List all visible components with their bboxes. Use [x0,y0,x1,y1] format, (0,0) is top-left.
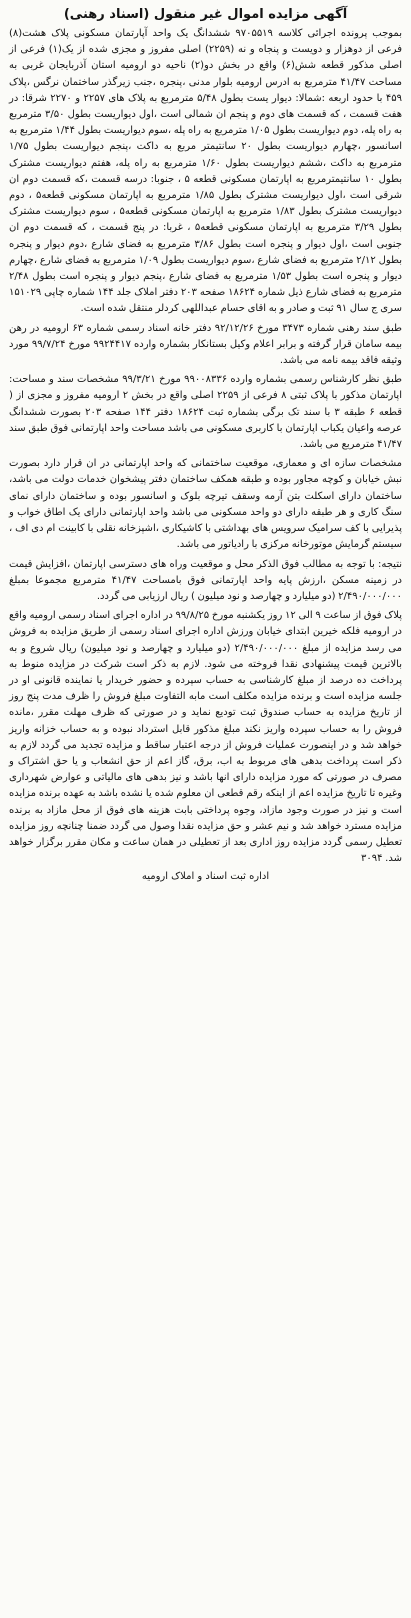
notice-paragraph-valuation: نتیجه: با توجه به مطالب فوق الذکر محل و موقعیت وراه های دسترسی اپارتمان ،افزایش قیمت در زمینه مسکن ،ارزش پایه واحد اپارتمانی فوق بامساحت ۴۱/۴۷ مترمربع مجموعا بمبلغ ۲/۴۹۰/۰۰۰/۰۰۰ (دو میلیارد و چهارصد و نود میلیون ) ریال ارزیابی می گردد. [9,558,402,602]
notice-footer-office: اداره ثبت اسناد و املاک ارومیه [141,871,270,883]
notice-paragraph-mortgage: طبق سند رهنی شماره ۳۴۷۳ مورخ ۹۲/۱۲/۲۶ دفتر خانه اسناد رسمی شماره ۶۳ ارومیه در رهن بیمه سامان قرار گرفته و برابر اعلام وکیل بستانکار بشماره وارده ۹۹۲۴۴۱۷ مورخ ۹۹/۷/۲۴ مورد وثیقه فاقد بیمه نامه می باشد. [9,322,402,367]
notice-paragraph-property: بموجب پرونده اجرائی کلاسه ۹۷۰۵۵۱۹ ششدانگ یک واحد آپارتمان مسکونی پلاک هشت(۸) فرعی از دوهزار و دویست و پنجاه و نه (۲۲۵۹) اصلی مفروز و مجزی شده از یک(۱) فرعی از اصلی مذکور قطعه شش(۶) واقع در بخش دو(۲) ناحیه دو ارومیه استان آذربایجان غربی به مساحت ۴۱/۴۷ مترمربع به ادرس ارومیه بلوار مدنی ،پنجره ،جنب زیرگذر ساختمان نرگس ،پلاک ۴۵۹ با حدود اربعه :شمالا: دیوار یست بطول ۵/۴۸ مترمربع به پلاک های ۲۲۵۷ و ۲۲۷۰ شرقا: در هفت قسمت ، که قسمت های دوم و پنجم ان شمالی است ،اول دیواریست بطول ۳/۵۰ مترمربع به راه پله، دوم دیواریست بطول ۱/۰۵ مترمربع به راه پله ،سوم دیواریست بطول ۱/۴۴ مترمربع به اسانسور ،چهارم دیواریست بطول ۲۰ سانتیمتر مربع به داکت ،پنجم دیواریست بطول ۱/۷۵ مترمربع به داکت ،ششم دیواریست بطول ۱/۶۰ مترمربع به راه پله، هفتم دیواریست مشترک بطول ۱۰ سانتیمترمربع به اپارتمان مسکونی قطعه ۵ ، جنوبا: درسه قسمت ،که قسمت دوم ان شرقی است ،اول دیواریست مشترک بطول ۱/۸۵ مترمربع به اپارتمان مسکونی قطعه۵ ، دوم دیواریست مشترک بطول ۱/۸۳ مترمربع به اپارتمان مسکونی قطعه۵ ، سوم دیواریست مشترک بطول ۳/۲۹ مترمربع به اپارتمان مسکونی قطعه۵ ، غربا: در پنج قسمت ، که قسمت دوم ان جنوبی است ،اول دیوار و پنجره است بطول ۳/۸۶ مترمربع به فضای شارع ،دوم دیوار و پنجره بطول ۲/۱۲ مترمربع به فضای شارع ،سوم دیواریست بطول ۱/۰۹ مترمربع به فضای شارع ،چهارم دیوار و پنجره است بطول ۱/۵۳ مترمربع به فضای شارع ،پنجم دیوار و پنجره است بطول ۲/۴۸ مترمربع به فضای شارع ذیل شماره ۱۸۶۲۴ صفحه ۲۰۳ دفتر املاک جلد ۱۴۴ شماره چاپی ۱۵۱۰۲۹ سری ج سال ۹۱ ثبت و صادر و به اقای حسام عبداللهی کردلر منتقل شده است. [9,28,403,315]
notice-paragraph-auction-terms: پلاک فوق از ساعت ۹ الی ۱۲ روز یکشنبه مورخ ۹۹/۸/۲۵ در اداره اجرای اسناد رسمی ارومیه واقع در ارومیه فلکه خیرین ابتدای خیابان ورزش اداره اجرای اسناد رسمی از طریق مزایده به فروش می رسد مزایده از مبلغ ۲/۴۹۰/۰۰۰/۰۰۰ (دو میلیارد و چهارصد و نود میلیون) ریال شروع و به بالاترین قیمت پیشنهادی نقدا فروخته می شود. لازم به ذکر است شرکت در مزایده منوط به پرداخت ده درصد از مبلغ کارشناسی به حساب سپرده و حضور خریدار یا نماینده قانونی او در جلسه مزایده است و برنده مزایده مکلف است مابه التفاوت مبلغ فروش را ظرف مدت پنج روز از تاریخ مزایده به حساب صندوق ثبت تودیع نماید و در صورتی که ظرف مهلت مقرر ،مانده فروش را به حساب سپرده واریز نکند مبلغ مذکور قابل استرداد نبوده و به حساب خزانه واریز خواهد شد و در اینصورت عملیات فروش از درجه اعتبار ساقط و مزایده تجدید می گردد لازم به ذکر است پرداخت بدهی های مربوط به اب، برق، گاز اعم از حق انشعاب و یا حق اشتراک و مصرف در صورتی که مورد مزایده دارای انها باشد و نیز بدهی های مالیاتی و عوارض شهرداری وغیره تا تاریخ مزایده اعم از اینکه رقم قطعی ان معلوم شده یا نشده باشد به عهده برنده مزایده است و نیز در صورت وجود مازاد، وجوه پرداختی بابت هزینه های فوق از محل مازاد به برنده مزایده مسترد خواهد شد و نیم عشر و حق مزایده نقدا وصول می گردد ضمنا چنانچه روز مزایده تعطیل رسمی گردد مزایده روز اداری بعد از تعطیلی در همان ساعت و مکان مقرر برگزار خواهد شد. ۳۰۹۴ [9,610,402,865]
notice-paragraph-structure: مشخصات سازه ای و معماری، موقعیت ساختمانی که واحد اپارتمانی در ان قرار دارد بصورت نبش خیابان و کوچه مجاور بوده و طبقه همکف ساختمان دفتر پیشخوان خدمات دولت می باشد، ساختمان دارای اسکلت بتن آرمه وسقف تیرچه بلوک و اسانسور بوده و ساختمان دارای نمای سنگ کاری و هر طبقه دارای دو واحد مسکونی می باشد واحد اپارتمانی دارای یک اطاق خواب و پذیرایی با کف سرامیک سرویس های بهداشتی با کاشیکاری ،اشپزخانه نقلی با کابینت ام دی اف ، سیستم گرمایش موتورخانه مرکزی با رادیاتور می باشد. [9,458,402,551]
notice-title: آگهی مزایده اموال غیر منقول (اسناد رهنی) [63,7,348,22]
notice-paragraph-expert: طبق نظر کارشناس رسمی بشماره وارده ۹۹۰۰۸۳۳۶ مورخ ۹۹/۳/۲۱ مشخصات سند و مساحت: اپارتمان مذکور با پلاک ثبتی ۸ فرعی از ۲۲۵۹ اصلی واقع در بخش ۲ ارومیه مفروز و مجزی از ( قطعه ۶ طبقه ۳ با سند تک برگی بشماره ثبت ۱۸۶۲۴ دفتر ۱۴۴ صفحه ۲۰۳ بصورت ششدانگ عرصه واعیان یکباب اپارتمان با کاربری مسکونی می باشد مساحت واحد اپارتمانی فوق طبق سند ۴۱/۴۷ مترمربع می باشد. [9,374,403,451]
